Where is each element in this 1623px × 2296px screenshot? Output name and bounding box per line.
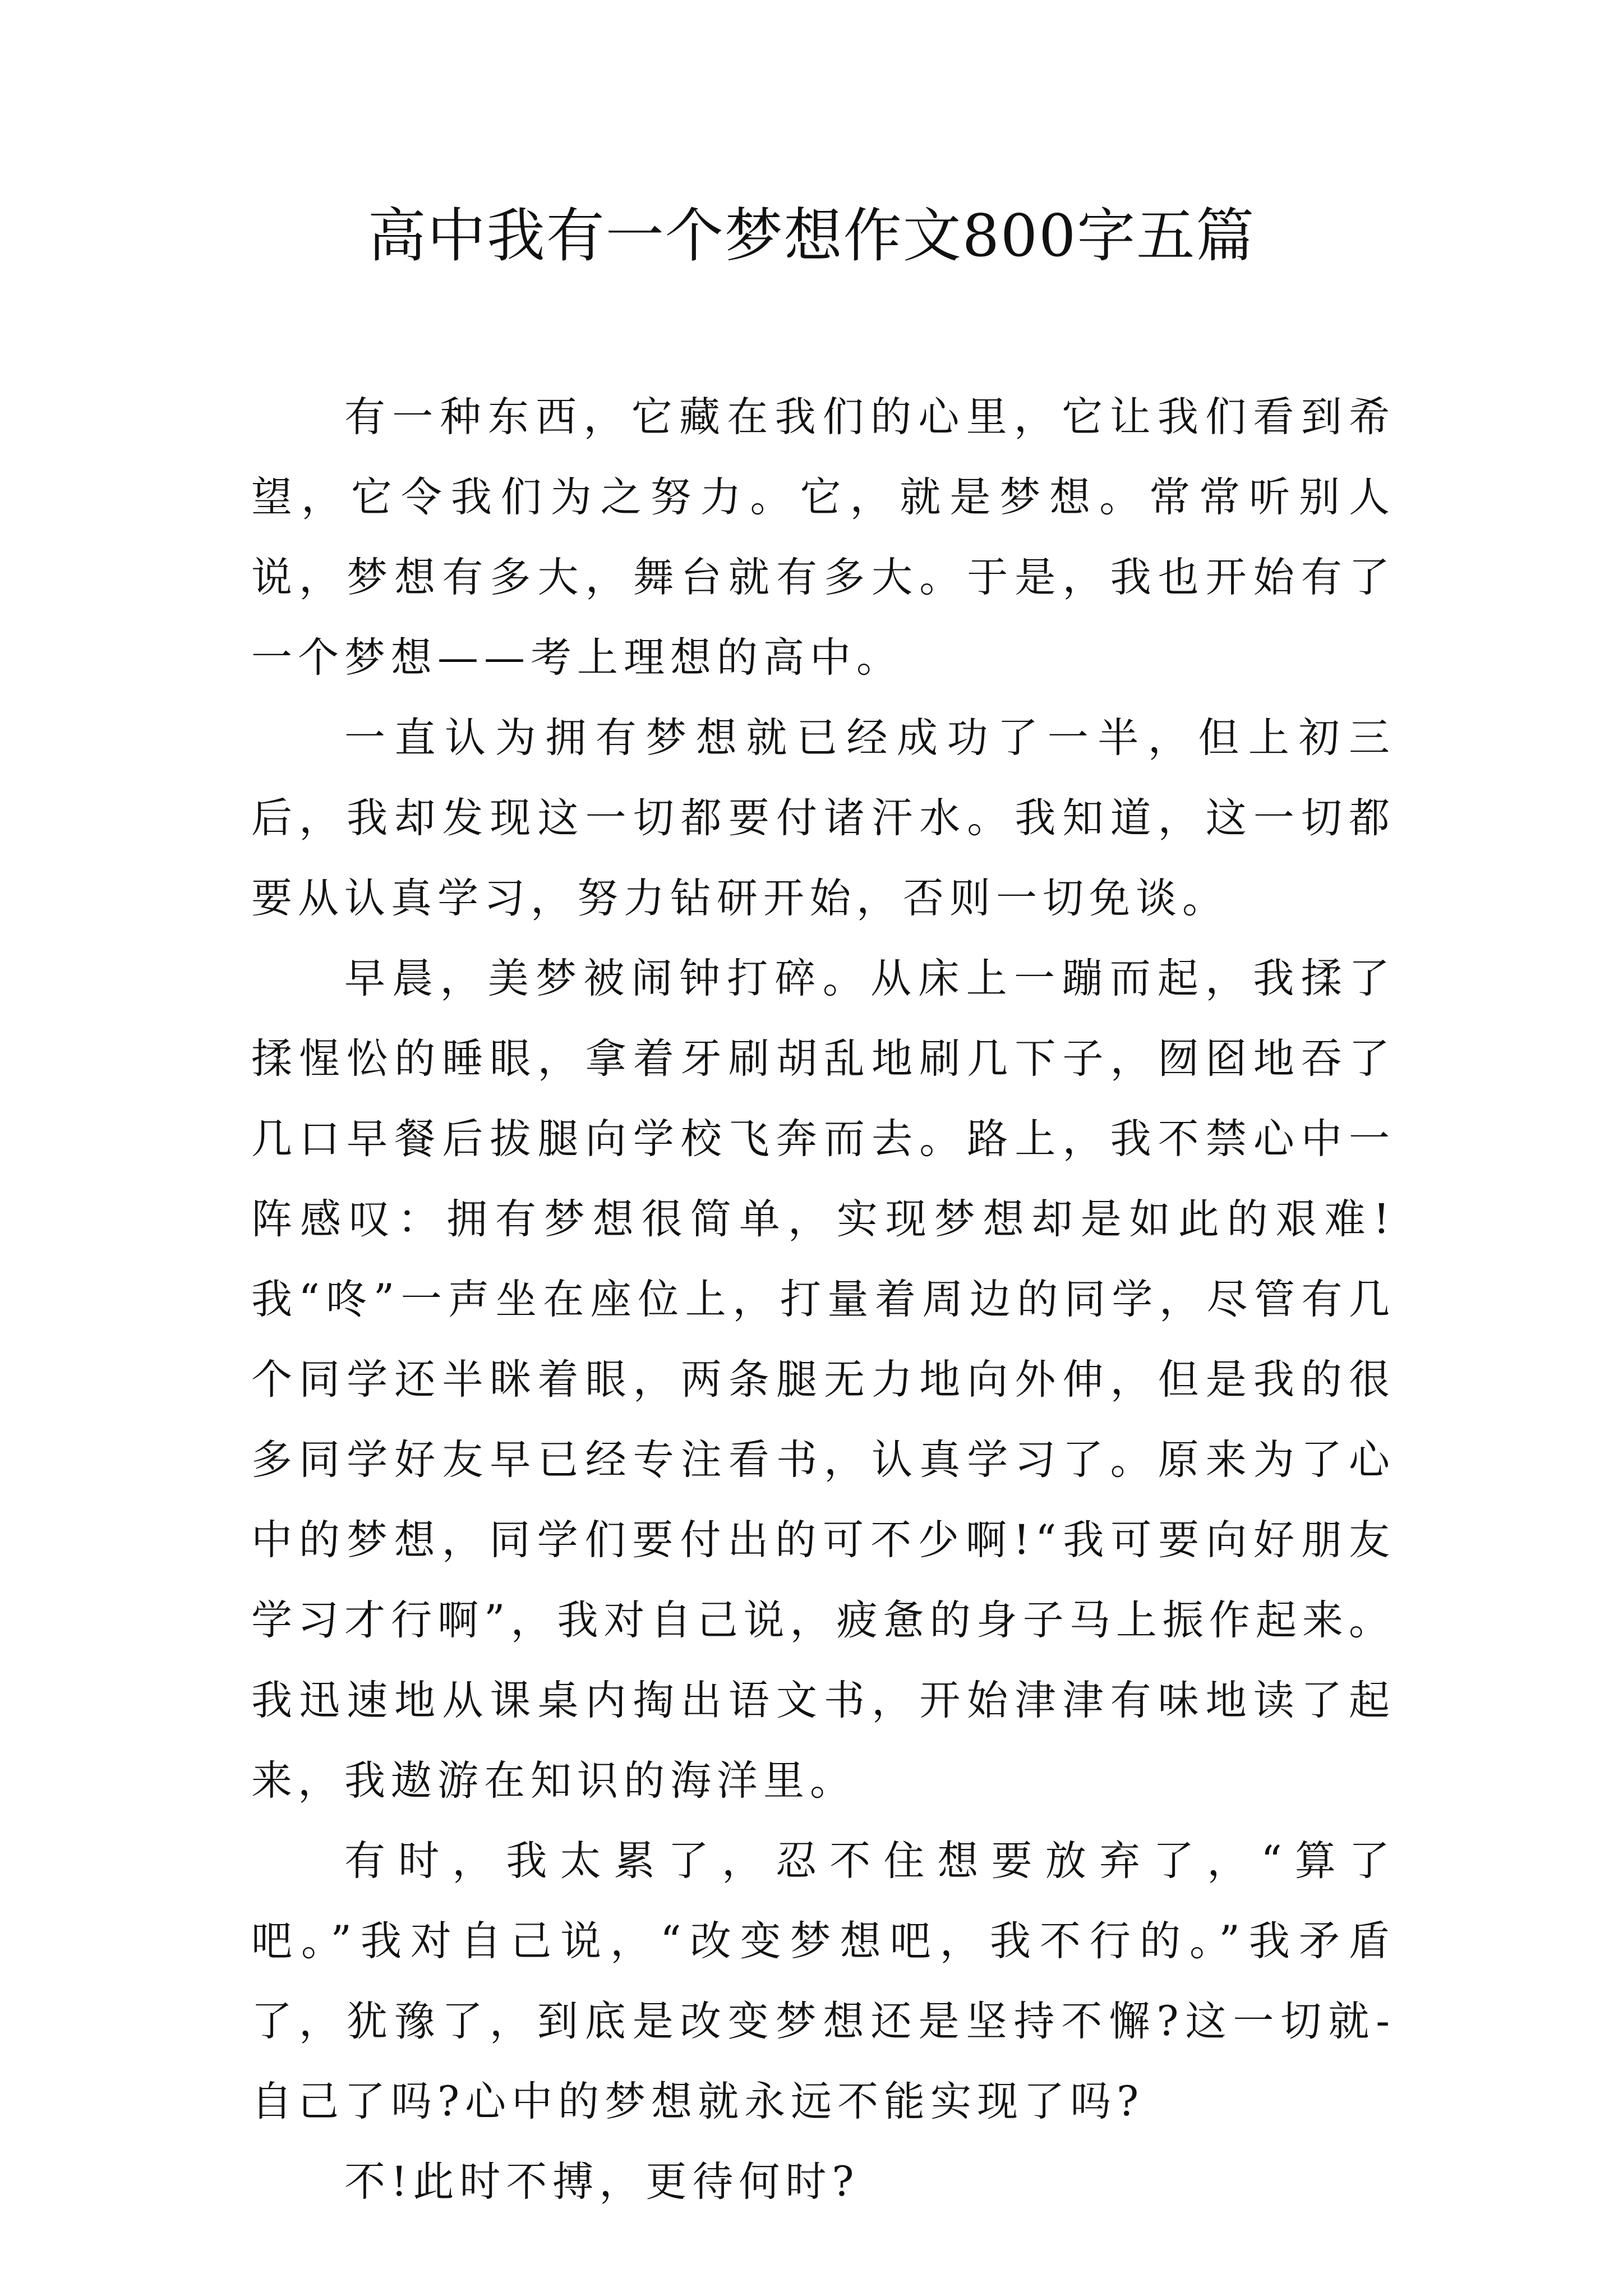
paragraph-2: 一直认为拥有梦想就已经成功了一半，但上初三后，我却发现这一切都要付诸汗水。我知道，这一切都要从认真学习，努力钻研开始，否则一切免谈。 xyxy=(251,714,1395,922)
paragraph-5: 不!此时不搏，更待何时? xyxy=(344,2158,860,2206)
paragraph-3: 早晨，美梦被闹钟打碎。从床上一蹦而起，我揉了揉惺忪的睡眼，拿着牙刷胡乱地刷几下子，囫囵地吞了几口早餐后拔腿向学校飞奔而去。路上，我不禁心中一阵感叹：拥有梦想很简单，实现梦想却是如此的艰难!我“咚”一声坐在座位上，打量着周边的同学，尽管有几个同学还半眯着眼，两条腿无力地向外伸，但是我的很多同学好友早已经专注看书，认真学习了。原来为了心中的梦想，同学们要付出的可不少啊!“我可要向好朋友学习才行啊”，我对自己说，疲惫的身子马上振作起来。我迅速地从课桌内掏出语文书，开始津津有味地读了起来，我遨游在知识的海洋里。 xyxy=(251,955,1395,1805)
document-title: 高中我有一个梦想作文800字五篇 xyxy=(367,201,1256,270)
paragraph-1: 有一种东西，它藏在我们的心里，它让我们看到希望，它令我们为之努力。它，就是梦想。常常听别人说，梦想有多大，舞台就有多大。于是，我也开始有了一个梦想——考上理想的高中。 xyxy=(251,393,1395,682)
paragraph-4: 有时，我太累了，忍不住想要放弃了，“算了吧。”我对自己说，“改变梦想吧，我不行的。”我矛盾了，犹豫了，到底是改变梦想还是坚持不懈?这一切就-自己了吗?心中的梦想就永远不能实现了吗? xyxy=(251,1837,1395,2125)
document-body xyxy=(251,377,1395,2222)
